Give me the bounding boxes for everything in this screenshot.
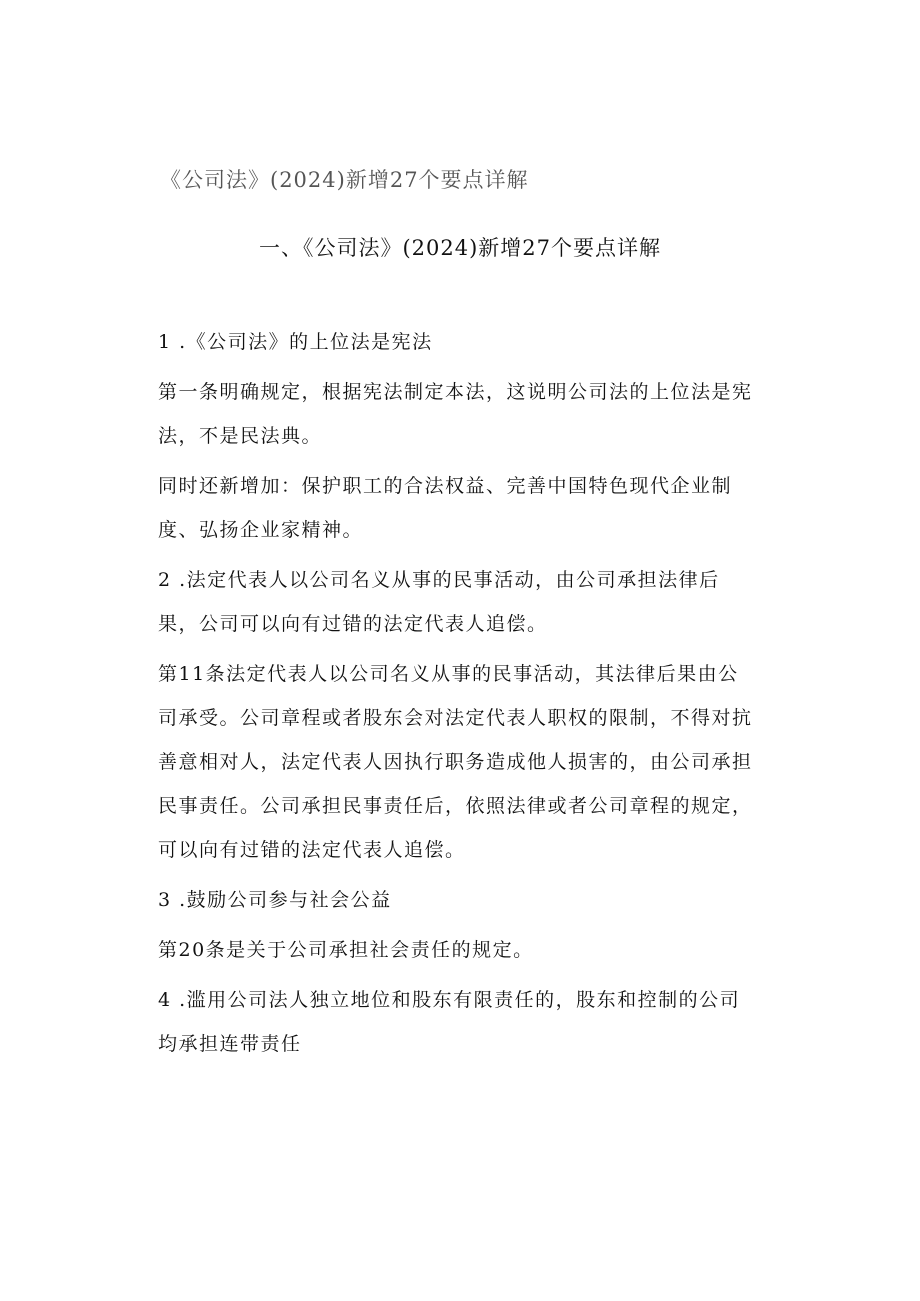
document-title: 一、《公司法》(2024)新增27个要点详解: [258, 236, 662, 260]
document-body: [158, 320, 758, 1072]
paragraph: 第11条法定代表人以公司名义从事的民事活动，其法律后果由公司承受。公司章程或者股东会对法定代表人职权的限制，不得对抗善意相对人，法定代表人因执行职务造成他人损害的，由公司承担民事责任。公司承担民事责任后，依照法律或者公司章程的规定，可以向有过错的法定代表人追偿。: [158, 663, 753, 861]
paragraph: 第一条明确规定，根据宪法制定本法，这说明公司法的上位法是宪法，不是民法典。: [158, 381, 753, 447]
document-header: 《公司法》(2024)新增27个要点详解: [160, 168, 529, 192]
section-heading-2: 2 .法定代表人以公司名义从事的民事活动，由公司承担法律后果，公司可以向有过错的法定代表人追偿。: [158, 569, 720, 635]
paragraph: 第20条是关于公司承担社会责任的规定。: [158, 939, 534, 961]
section-heading-1: 1 .《公司法》的上位法是宪法: [158, 331, 433, 353]
section-heading-4: 4 .滥用公司法人独立地位和股东有限责任的，股东和控制的公司均承担连带责任: [158, 989, 741, 1055]
section-heading-3: 3 .鼓励公司参与社会公益: [158, 889, 392, 911]
paragraph: 同时还新增加：保护职工的合法权益、完善中国特色现代企业制度、弘扬企业家精神。: [158, 475, 733, 541]
